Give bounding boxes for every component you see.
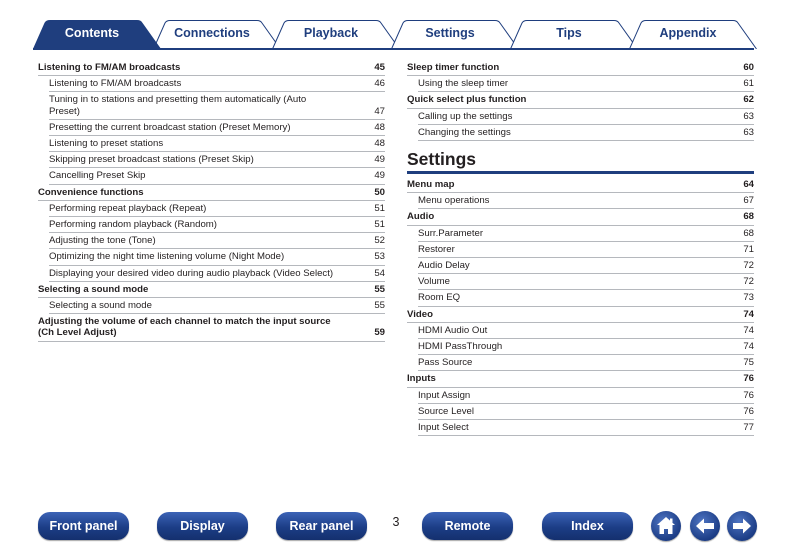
toc-entry-title: Room EQ [418, 292, 461, 304]
toc-entry-title: Input Select [418, 422, 469, 434]
toc-sub-entry[interactable] [418, 404, 754, 420]
tab-baseline [33, 48, 754, 50]
toc-entry-page: 53 [374, 251, 385, 263]
toc-entry-title: Listening to FM/AM broadcasts [49, 78, 182, 90]
tab-bar [33, 20, 757, 49]
toc-entry-page: 49 [374, 170, 385, 182]
toc-entry-page: 74 [743, 308, 754, 320]
settings-section-title: Settings [407, 141, 754, 174]
toc-entry-page: 61 [743, 78, 754, 90]
toc-entry-title: Performing repeat playback (Repeat) [49, 202, 207, 214]
toc-entry-title: Menu map [407, 179, 455, 191]
toc-heading-entry[interactable] [407, 92, 754, 108]
back-button[interactable] [690, 511, 720, 541]
toc-heading-entry[interactable] [407, 371, 754, 387]
toc-entry-page: 55 [374, 283, 385, 295]
toc-entry-page: 77 [743, 422, 754, 434]
toc-entry-page: 67 [743, 195, 754, 207]
toc-sub-entry[interactable] [49, 120, 385, 136]
toc-entry-page: 54 [374, 267, 385, 279]
toc-sub-entry[interactable] [49, 168, 385, 184]
toc-entry-title: Volume [418, 276, 450, 288]
toc-sub-entry[interactable] [418, 388, 754, 404]
toc-sub-entry[interactable] [418, 76, 754, 92]
toc-heading-entry[interactable] [38, 185, 385, 201]
toc-entry-page: 47 [374, 105, 385, 117]
toc-sub-entry[interactable] [418, 242, 754, 258]
toc-entry-page: 76 [743, 389, 754, 401]
toc-left-column [38, 60, 385, 342]
toc-sub-entry[interactable] [418, 420, 754, 436]
toc-sub-entry[interactable] [418, 258, 754, 274]
toc-sub-entry[interactable] [49, 298, 385, 314]
toc-entry-page: 59 [374, 327, 385, 339]
toc-heading-entry[interactable] [407, 177, 754, 193]
toc-entry-title: Displaying your desired video during audio playback (Video Select) [49, 267, 334, 279]
forward-button[interactable] [727, 511, 757, 541]
tab-label: Appendix [659, 26, 717, 40]
toc-entry-title: Changing the settings [418, 126, 511, 138]
toc-heading-entry[interactable] [38, 60, 385, 76]
tab-appendix[interactable] [629, 20, 757, 49]
settings-toc-list [407, 177, 754, 436]
toc-entry-page: 68 [743, 211, 754, 223]
toc-entry-title: Quick select plus function [407, 94, 527, 106]
toc-entry-page: 76 [743, 405, 754, 417]
toc-heading-entry[interactable] [407, 209, 754, 225]
toc-heading-entry[interactable] [38, 314, 385, 341]
toc-sub-entry[interactable] [418, 109, 754, 125]
display-button[interactable]: Display [157, 512, 248, 540]
toc-sub-entry[interactable] [418, 193, 754, 209]
tab-playback[interactable] [272, 20, 400, 49]
toc-entry-title: Surr.Parameter [418, 227, 484, 239]
toc-entry-title: Listening to preset stations [49, 138, 164, 150]
toc-sub-entry[interactable] [418, 125, 754, 141]
toc-sub-entry[interactable] [418, 226, 754, 242]
toc-heading-entry[interactable] [407, 307, 754, 323]
toc-sub-entry[interactable] [49, 217, 385, 233]
toc-sub-entry[interactable] [49, 92, 385, 119]
toc-entry-page: 75 [743, 357, 754, 369]
toc-entry-page: 51 [374, 219, 385, 231]
toc-entry-title: Inputs [407, 373, 436, 385]
toc-entry-page: 76 [743, 373, 754, 385]
home-button[interactable] [651, 511, 681, 541]
page-number: 3 [392, 515, 400, 529]
toc-entry-title: Input Assign [418, 389, 471, 401]
toc-entry-title: Presetting the current broadcast station (Preset Memory) [49, 121, 291, 133]
toc-entry-title: Sleep timer function [407, 62, 500, 73]
toc-entry-page: 64 [743, 179, 754, 191]
tab-settings[interactable] [391, 20, 519, 49]
toc-sub-entry[interactable] [418, 274, 754, 290]
front-panel-button[interactable]: Front panel [38, 512, 129, 540]
toc-entry-title: Calling up the settings [418, 110, 513, 122]
tab-label: Tips [556, 26, 582, 40]
toc-entry-title: Convenience functions [38, 186, 144, 198]
toc-entry-title: HDMI PassThrough [418, 341, 503, 353]
toc-sub-entry[interactable] [49, 201, 385, 217]
back-arrow-icon [690, 511, 720, 541]
toc-sub-entry[interactable] [49, 233, 385, 249]
tab-contents[interactable] [33, 20, 161, 49]
toc-right-column [407, 60, 754, 436]
home-icon [651, 511, 681, 541]
toc-entry-page: 51 [374, 202, 385, 214]
toc-sub-entry[interactable] [49, 266, 385, 282]
toc-entry-page: 48 [374, 138, 385, 150]
toc-entry-page: 55 [374, 300, 385, 312]
index-button[interactable]: Index [542, 512, 633, 540]
toc-sub-entry[interactable] [418, 323, 754, 339]
toc-entry-page: 62 [743, 94, 754, 106]
toc-entry-page: 50 [374, 186, 385, 198]
toc-entry-page: 74 [743, 341, 754, 353]
tab-label: Playback [303, 26, 359, 40]
toc-entry-title: Performing random playback (Random) [49, 219, 217, 231]
toc-entry-title: Tuning in to stations and presetting them automatically (Auto Preset) [49, 94, 307, 117]
forward-arrow-icon [727, 511, 757, 541]
toc-entry-page: 60 [743, 62, 754, 73]
toc-sub-entry[interactable] [418, 290, 754, 306]
toc-entry-title: Listening to FM/AM broadcasts [38, 62, 181, 73]
toc-entry-page: 71 [743, 243, 754, 255]
rear-panel-button[interactable]: Rear panel [276, 512, 367, 540]
toc-entry-title: Cancelling Preset Skip [49, 170, 146, 182]
toc-entry-title: Skipping preset broadcast stations (Preset Skip) [49, 154, 254, 166]
toc-entry-title: Adjusting the volume of each channel to match the input source (Ch Level Adjust) [38, 316, 331, 339]
toc-entry-page: 72 [743, 260, 754, 272]
toc-entry-page: 73 [743, 292, 754, 304]
toc-entry-title: Pass Source [418, 357, 473, 369]
toc-entry-page: 49 [374, 154, 385, 166]
toc-entry-page: 45 [374, 62, 385, 73]
toc-right-top [407, 60, 754, 141]
toc-entry-title: Selecting a sound mode [38, 283, 149, 295]
toc-entry-title: Video [407, 308, 433, 320]
toc-entry-title: Using the sleep timer [418, 78, 509, 90]
toc-sub-entry[interactable] [49, 249, 385, 265]
toc-entry-title: Source Level [418, 405, 474, 417]
toc-entry-page: 52 [374, 235, 385, 247]
toc-heading-entry[interactable] [407, 60, 754, 76]
toc-entry-title: Optimizing the night time listening volume (Night Mode) [49, 251, 285, 263]
toc-entry-page: 48 [374, 121, 385, 133]
toc-sub-entry[interactable] [418, 339, 754, 355]
tab-label: Connections [174, 26, 250, 40]
tab-label: Settings [425, 26, 475, 40]
toc-entry-title: Audio Delay [418, 260, 470, 272]
toc-entry-title: HDMI Audio Out [418, 324, 488, 336]
tab-tips[interactable] [510, 20, 638, 49]
toc-entry-page: 63 [743, 110, 754, 122]
toc-sub-entry[interactable] [418, 355, 754, 371]
toc-sub-entry[interactable] [49, 76, 385, 92]
toc-sub-entry[interactable] [49, 136, 385, 152]
toc-sub-entry[interactable] [49, 152, 385, 168]
toc-entry-title: Audio [407, 211, 435, 223]
toc-entry-page: 72 [743, 276, 754, 288]
toc-entry-title: Selecting a sound mode [49, 300, 152, 312]
toc-entry-page: 68 [743, 227, 754, 239]
toc-entry-title: Adjusting the tone (Tone) [49, 235, 156, 247]
remote-button[interactable]: Remote [422, 512, 513, 540]
toc-entry-page: 46 [374, 78, 385, 90]
toc-entry-title: Restorer [418, 243, 455, 255]
toc-entry-title: Menu operations [418, 195, 490, 207]
tab-label: Contents [64, 26, 120, 40]
toc-entry-page: 74 [743, 324, 754, 336]
tab-connections[interactable] [153, 20, 281, 49]
toc-heading-entry[interactable] [38, 282, 385, 298]
toc-entry-page: 63 [743, 126, 754, 138]
